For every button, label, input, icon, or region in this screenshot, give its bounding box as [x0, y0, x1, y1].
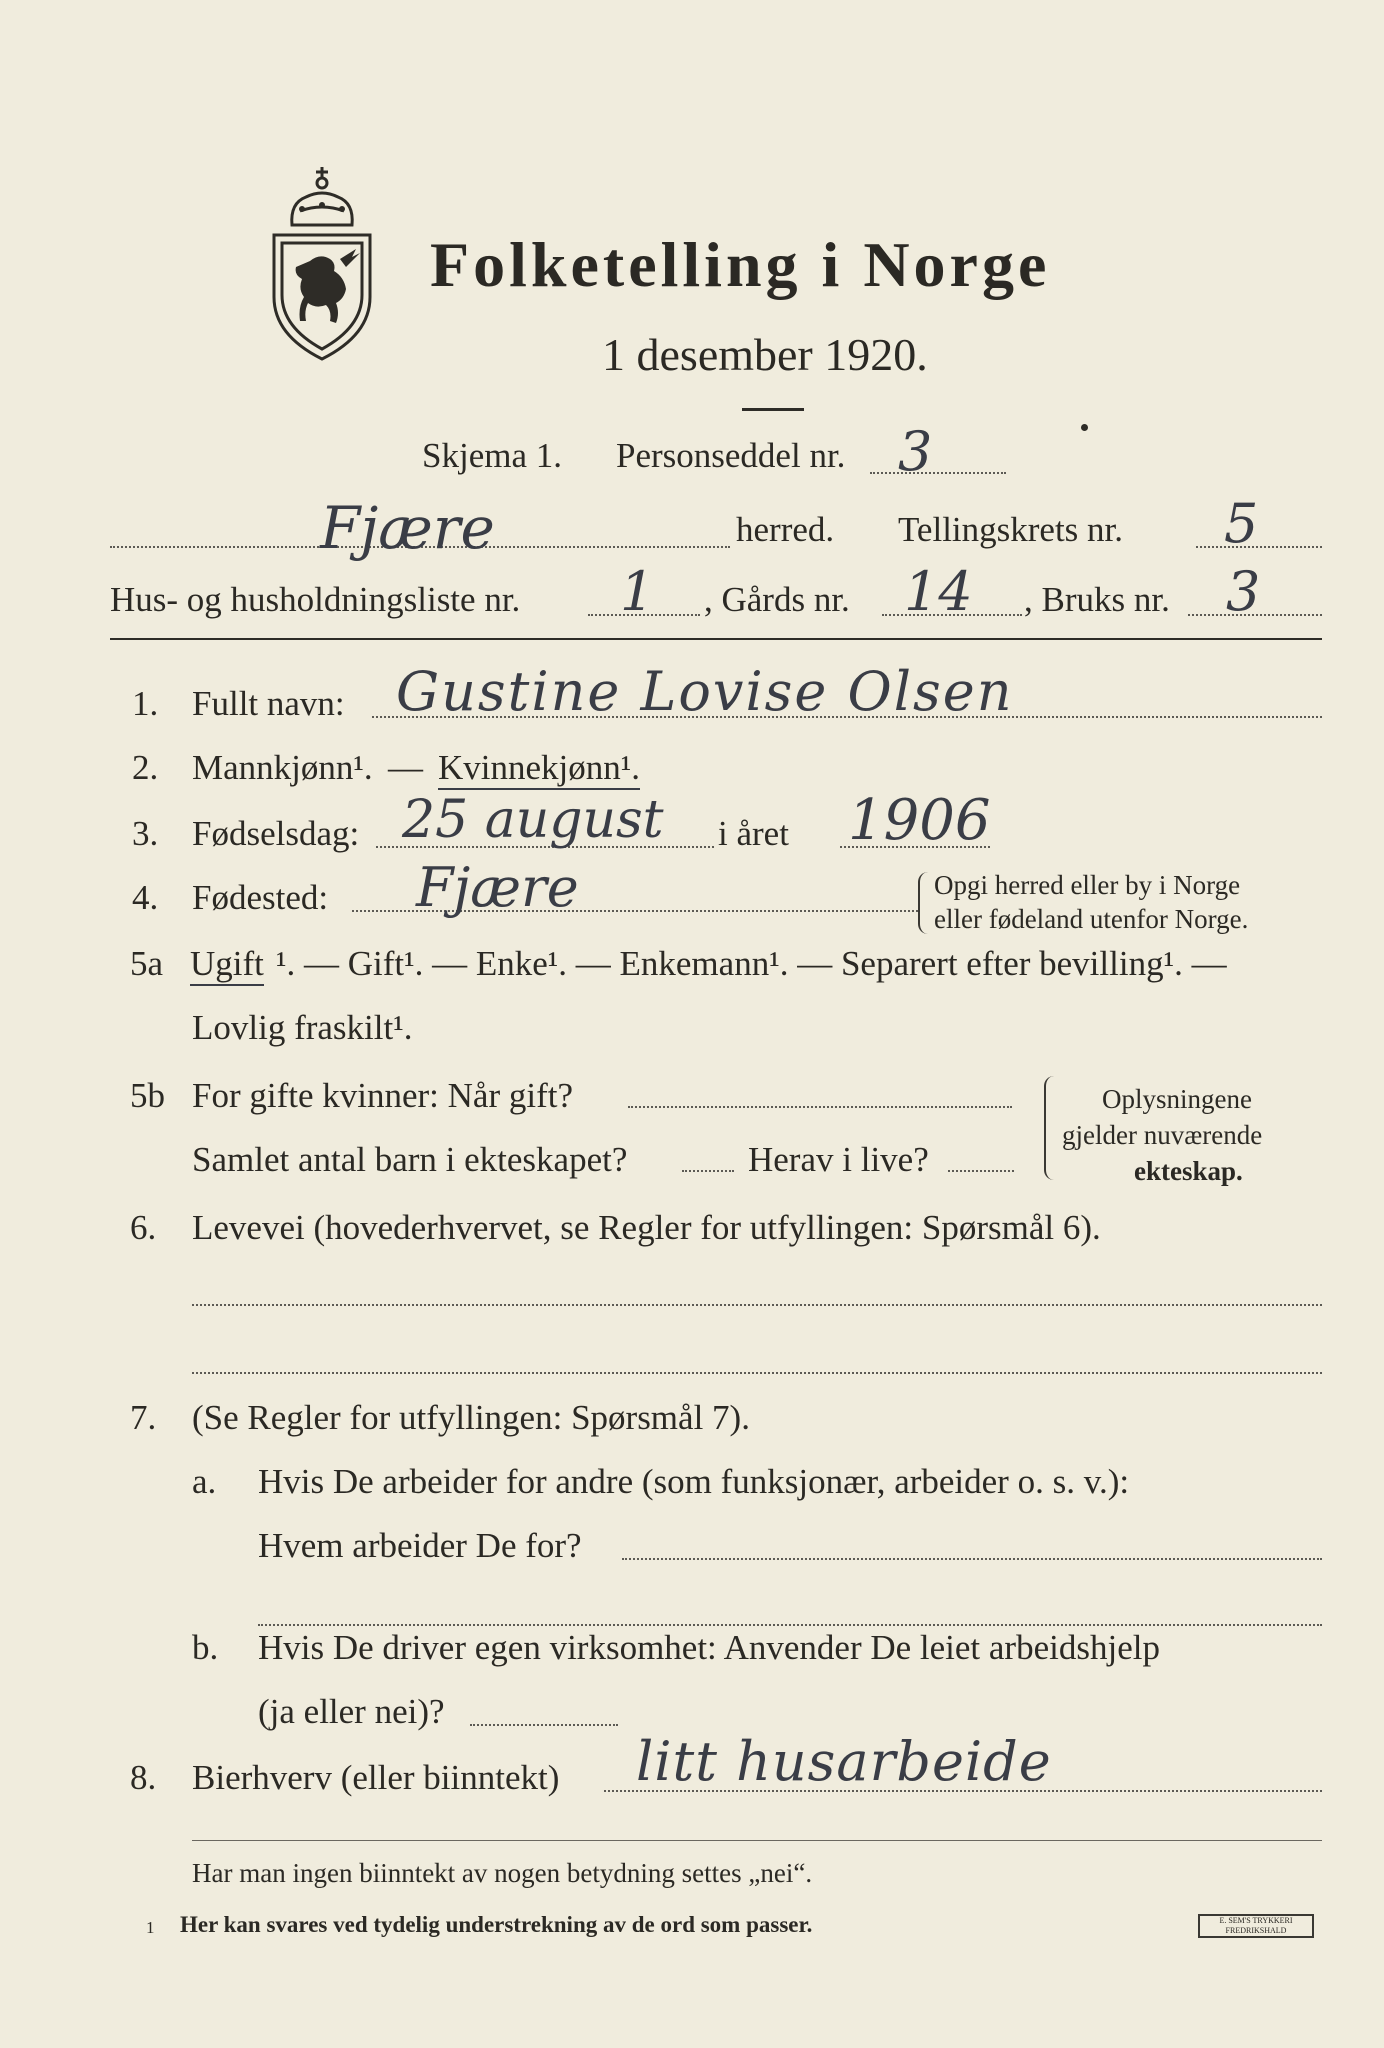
q7b-label: Hvis De driver egen virksomhet: Anvender De leiet arbeidshjelp — [258, 1628, 1160, 1667]
q7a-label: Hvis De arbeider for andre (som funksjonær, arbeider o. s. v.): — [258, 1462, 1130, 1501]
q3-label: Fødselsdag: — [192, 814, 360, 853]
q4-note-line1: Opgi herred eller by i Norge — [934, 870, 1241, 900]
skjema-label: Skjema 1. — [422, 436, 562, 475]
q4-note-bracket — [918, 872, 928, 934]
q6-label: Levevei (hovederhvervet, se Regler for utfyllingen: Spørsmål 6). — [192, 1208, 1101, 1247]
q4-birthplace-value: Fjære — [416, 856, 579, 919]
q2-number: 2. — [132, 748, 159, 787]
q8-number: 8. — [130, 1758, 157, 1797]
q2-dash: — — [388, 748, 423, 787]
q5a-options: ¹. — Gift¹. — Enke¹. — Enkemann¹. — Separert efter bevilling¹. — — [276, 944, 1227, 983]
footnote-mark: 1 — [146, 1918, 155, 1937]
q5a-ugift-underlined: Ugift — [190, 944, 264, 986]
q5b-alive-label: Herav i live? — [748, 1140, 929, 1179]
personseddel-line — [870, 472, 1006, 474]
q3-year-label: i året — [718, 814, 789, 853]
q6-number: 6. — [130, 1208, 157, 1247]
herred-label: herred. — [736, 510, 835, 549]
tellingskrets-line — [1196, 546, 1322, 548]
q5b-note-line1: Oplysningene — [1102, 1084, 1252, 1114]
q4-number: 4. — [132, 878, 159, 917]
q7a-letter: a. — [192, 1462, 217, 1501]
q5b-children-line — [682, 1170, 734, 1172]
q7a-line2 — [258, 1624, 1322, 1626]
q5b-married-line — [628, 1106, 1012, 1108]
q3-number: 3. — [132, 814, 159, 853]
section-divider — [110, 638, 1322, 640]
q5b-number: 5b — [130, 1076, 165, 1115]
q2-female-underlined: Kvinnekjønn¹. — [438, 748, 640, 790]
q8-value: litt husarbeide — [636, 1730, 1052, 1793]
q1-full-name: Gustine Lovise Olsen — [396, 660, 1014, 723]
ink-dot — [1081, 424, 1088, 431]
q5b-married-label: For gifte kvinner: Når gift? — [192, 1076, 574, 1115]
q7b-line — [470, 1724, 618, 1726]
q3-birthday-value: 25 august — [402, 790, 664, 850]
title-divider — [742, 408, 804, 411]
herred-value: Fjære — [320, 494, 495, 562]
q7-label: (Se Regler for utfyllingen: Spørsmål 7). — [192, 1398, 750, 1437]
footnote-text: Her kan svares ved tydelig understrekning av de ord som passer. — [180, 1912, 813, 1937]
q1-label: Fullt navn: — [192, 684, 345, 723]
footer-note: Har man ingen biinntekt av nogen betydning settes „nei“. — [192, 1858, 813, 1888]
q7a-line1 — [622, 1558, 1322, 1560]
q5b-alive-line — [948, 1170, 1014, 1172]
bruks-value: 3 — [1226, 560, 1261, 623]
q5b-note-line3: ekteskap. — [1134, 1156, 1243, 1186]
printer-stamp: E. SEM'S TRYKKERI FREDRIKSHALD — [1198, 1914, 1314, 1938]
personseddel-value: 3 — [898, 420, 933, 483]
q1-number: 1. — [132, 684, 159, 723]
q6-line2 — [192, 1372, 1322, 1374]
personseddel-label: Personseddel nr. — [616, 436, 846, 475]
q4-label: Fødested: — [192, 878, 329, 917]
husliste-label: Hus- og husholdningsliste nr. — [110, 580, 521, 619]
q7b-letter: b. — [192, 1628, 219, 1667]
q7b-label2: (ja eller nei)? — [258, 1692, 445, 1731]
q5b-note-line2: gjelder nuværende — [1062, 1120, 1263, 1150]
gards-label: , Gårds nr. — [704, 580, 850, 619]
gards-value: 14 — [904, 560, 973, 623]
husliste-value: 1 — [620, 560, 655, 623]
page-title: Folketelling i Norge — [430, 229, 1051, 300]
q5a-number: 5a — [130, 944, 164, 983]
q3-year-value: 1906 — [848, 788, 991, 853]
footer-divider — [192, 1840, 1322, 1841]
tellingskrets-value: 5 — [1224, 492, 1259, 555]
q5a-line2: Lovlig fraskilt¹. — [192, 1008, 413, 1047]
q8-label: Bierhverv (eller biinntekt) — [192, 1758, 560, 1797]
q5b-children-label: Samlet antal barn i ekteskapet? — [192, 1140, 628, 1179]
tellingskrets-label: Tellingskrets nr. — [898, 510, 1124, 549]
q6-line1 — [192, 1304, 1322, 1306]
q7-number: 7. — [130, 1398, 157, 1437]
norwegian-lion-coat-of-arms-icon — [266, 163, 378, 363]
q2-male: Mannkjønn¹. — [192, 748, 373, 787]
bruks-label: , Bruks nr. — [1024, 580, 1170, 619]
census-date: 1 desember 1920. — [602, 329, 928, 380]
q4-note-line2: eller fødeland utenfor Norge. — [934, 904, 1249, 934]
q7a-label2: Hvem arbeider De for? — [258, 1526, 582, 1565]
q5b-note-bracket — [1044, 1076, 1056, 1180]
